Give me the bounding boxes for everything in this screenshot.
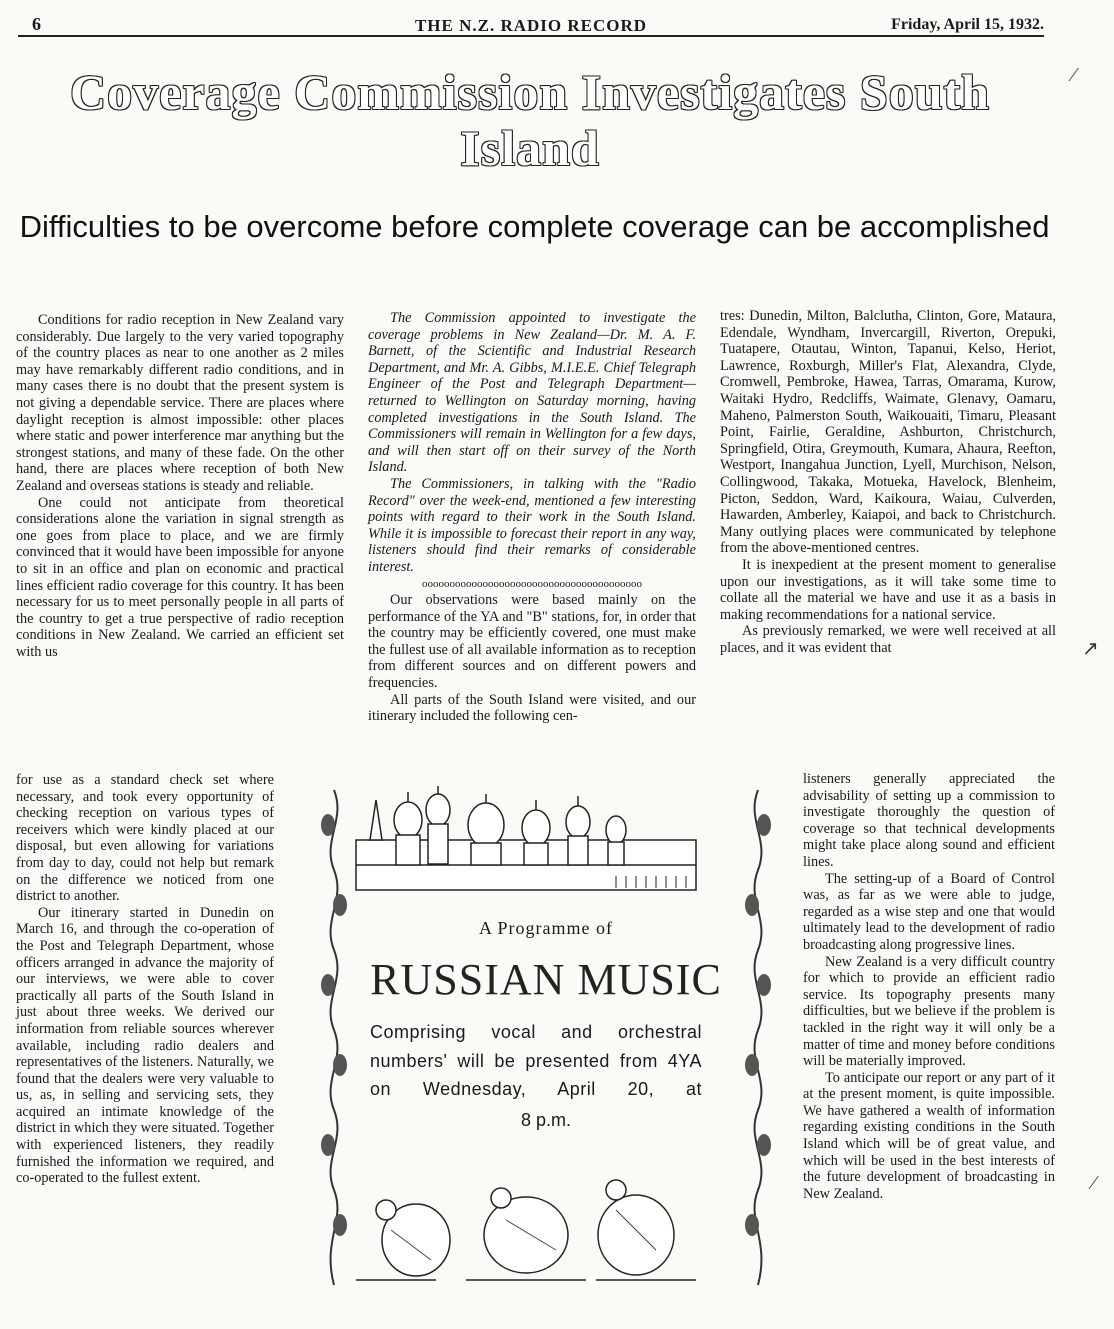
column-3 <box>720 308 1056 656</box>
paragraph: One could not anticipate from theoretical considerations alone the variation in signal strength as one goes from place to place, and we are firmly convinced that it would have been impossible for anyone to sit in an office and plan on economic and practical lines efficient radio coverage for this country. It has been necessary for us to meet personally people in all parts of the country to get a true perspective of radio reception conditions in New Zealand. We carried an efficient set with us <box>16 494 344 660</box>
paragraph: Conditions for radio reception in New Zealand vary considerably. Due largely to the very varied topography of the country places as near to one another as 2 miles may have remarkably different radio conditions, and in many cases there is no doubt that the present system is not giving a dependable service. There are places where daylight reception is almost impossible: other places where static and power interference mar anything but the strongest stations, and many of these fade. On the other hand, there are places where reception of both New Zealand and overseas stations is steady and reliable. <box>16 312 344 494</box>
paragraph: As previously remarked, we were well received at all places, and it was evident that <box>720 623 1056 656</box>
issue-date: Friday, April 15, 1932. <box>891 16 1044 33</box>
page-header <box>18 8 1044 35</box>
column-3-continued <box>803 771 1055 1202</box>
paragraph: Our observations were based mainly on the performance of the YA and "B" stations, for, in order that the country may be efficiently covered, one must make the fullest use of all available information as to reception from different sources and on different powers and frequencies. <box>368 592 696 692</box>
russian-music-advert <box>316 780 776 1296</box>
header-rule <box>18 35 1044 37</box>
paragraph: All parts of the South Island were visited, and our itinerary included the following cen- <box>368 691 696 725</box>
paragraph: for use as a standard check set where necessary, and took every opportunity of checking reception on various types of receivers which were kindly placed at our disposal, but even allowing for variations from day to day, could not help but remark on the difference we noticed from one district to another. <box>16 772 274 905</box>
subheadline: Difficulties to be overcome before complete coverage can be accomplished <box>19 209 1050 244</box>
paragraph: tres: Dunedin, Milton, Balclutha, Clinton, Gore, Mataura, Edendale, Wyndham, Invercargill, Riverton, Orepuki, Tuatapere, Otautau, Winton, Tapanui, Kelso, Heriot, Lawrence, Roxburgh, Miller's Flat, Alexandra, Clyde, Cromwell, Pembroke, Hawea, Tarras, Omarama, Kurow, Waitaki Hydro, Redcliffs, Waimate, Glenavy, Oamaru, Maheno, Palmerston South, Waikouaiti, Timaru, Pleasant Point, Fairlie, Geraldine, Ashburton, Christchurch, Springfield, Otira, Greymouth, Kumara, Ahaura, Reefton, Westport, Inangahua Junction, Lyell, Murchison, Nelson, Collingwood, Takaka, Motueka, Havelock, Blenheim, Picton, Seddon, Ward, Kaikoura, Waiau, Culverden, Hawarden, Amberley, Kaiapoi, and back to Christchurch. Many outlying places were communicated by telephone from the above-mentioned centres. <box>720 308 1056 557</box>
publication-name: THE N.Z. RADIO RECORD <box>414 16 648 35</box>
divider: oooooooooooooooooooooooooooooooooooooooo <box>422 577 642 590</box>
column-1-continued <box>16 772 274 1187</box>
column-2 <box>368 310 696 725</box>
advert-intro: A Programme of <box>479 918 613 938</box>
margin-mark: ⁄ <box>1092 1172 1096 1194</box>
headline: Coverage Commission Investigates South Island <box>70 64 990 176</box>
intro-paragraph: The Commission appointed to investigate the coverage problems in New Zealand—Dr. M. A. F. Barnett, of the Scientific and Industrial Research Department, and Mr. A. Gibbs, M.I.E.E. Chief Telegraph Engineer of the Post and Telegraph Department—returned to Wellington on Saturday morning, having completed investigations in the South Island. The Commissioners will remain in Wellington for a few days, and will then start off on their survey of the North Island. <box>368 310 696 476</box>
advert-time: 8 p.m. <box>520 1110 572 1130</box>
advert-title: RUSSIAN MUSIC <box>370 955 722 1004</box>
page-number: 6 <box>32 14 41 34</box>
margin-mark: ⁄ <box>1072 64 1076 86</box>
paragraph: listeners generally appreciated the advisability of setting up a commission to investigate thoroughly the question of coverage so that technical developments might take place along sound and efficient lines. <box>803 771 1055 870</box>
paragraph: The setting-up of a Board of Control was, as far as we were able to judge, regarded as a wise step and one that would ultimately lead to the development of radio broadcasting along progressive lines. <box>803 870 1055 953</box>
paragraph: Our itinerary started in Dunedin on March 16, and through the co-operation of the Post and Telegraph Department, whose officers arranged in advance the majority of our interviews, we were able to cover practically all parts of the South Island in just about three weeks. We derived our information from reliable sources wherever available, including radio dealers and representatives of the listeners. Naturally, we found that the dealers were very valuable to us, as, in selling and servicing sets, they acquired an intimate knowledge of the district in which they were situated. Together with experienced listeners, they readily furnished the information we required, and co-operated to the fullest extent. <box>16 904 274 1187</box>
margin-mark: ↗ <box>1082 638 1099 660</box>
paragraph: New Zealand is a very difficult country for which to provide an efficient radio service. Its topography presents many difficulties, but we believe if the problem is tackled in the right way it will only be a matter of time and money before conditions will be materially improved. <box>803 953 1055 1070</box>
paragraph: It is inexpedient at the present moment to generalise upon our investigations, as it will take some time to collate all the material we have and use it as a basis in making recommendations for a national service. <box>720 556 1056 623</box>
column-1 <box>16 312 344 660</box>
paragraph: To anticipate our report or any part of it at the present moment, is quite impossible. We have gathered a wealth of information regarding existing conditions in the South Island which will be of great value, and which will be used in the best interests of the future development of broadcasting in New Zealand. <box>803 1069 1055 1202</box>
advert-details: Comprising vocal and orchestral numbers' will be presented from 4YA on Wednesday, April 20, at <box>370 1022 702 1099</box>
intro-paragraph: The Commissioners, in talking with the "Radio Record" over the week-end, mentioned a few interesting points with regard to their work in the South Island. While it is impossible to forecast their report in any way, listeners should find their remarks of considerable interest. <box>368 475 696 575</box>
